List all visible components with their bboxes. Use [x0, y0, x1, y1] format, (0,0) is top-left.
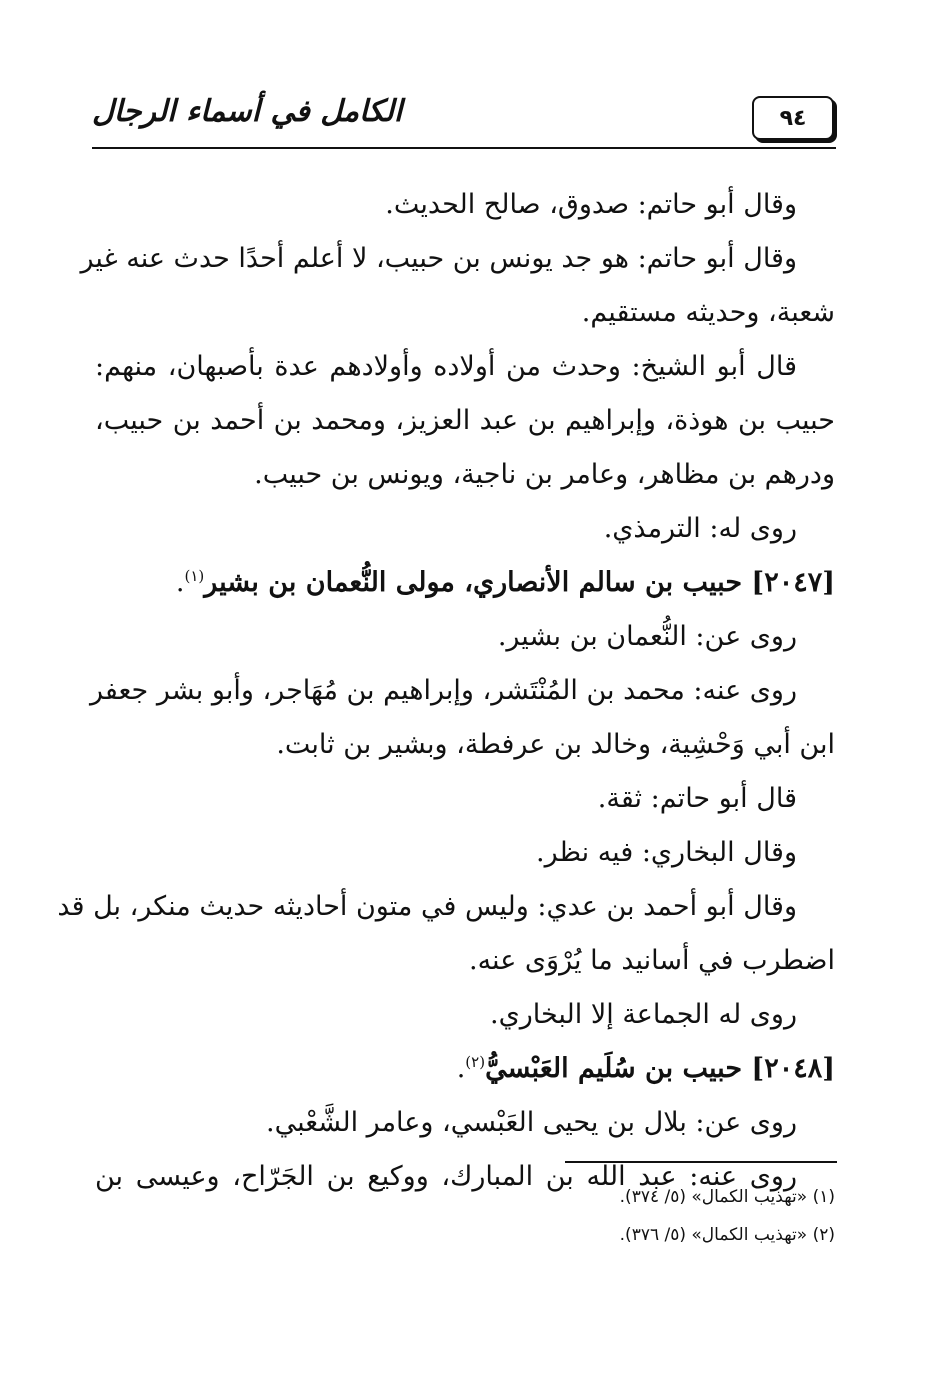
header-rule: [92, 147, 836, 149]
page-number: ٩٤: [752, 96, 834, 140]
text-line: روى عن: بلال بن يحيى العَبْسي، وعامر الشَّعْبي.: [266, 1107, 797, 1138]
entry-heading-2047: [95, 556, 835, 610]
text-line: روى عنه: عبد الله بن المبارك، ووكيع بن الجَرّاح، وعيسى بن: [95, 1161, 797, 1192]
text-line: وقال البخاري: فيه نظر.: [535, 837, 797, 868]
text-line: قال أبو الشيخ: وحدث من أولاده وأولادهم عدة بأصبهان، منهم:: [95, 351, 797, 382]
main-text: [57, 178, 835, 1204]
text-line: اضطرب في أسانيد ما يُرْوَى عنه.: [469, 945, 835, 976]
text-line: وقال أبو حاتم: صدوق، صالح الحديث.: [385, 189, 797, 220]
footnote-1: (١) «تهذيب الكمال» (٥/ ٣٧٤).: [619, 1187, 835, 1207]
footnote-ref[interactable]: (٢): [465, 1053, 486, 1071]
text-line: ابن أبي وَحْشِية، وخالد بن عرفطة، وبشير بن ثابت.: [276, 729, 835, 760]
footnote-ref[interactable]: (١): [184, 567, 205, 585]
text-line: وقال أبو حاتم: هو جد يونس بن حبيب، لا أعلم أحدًا حدث عنه غير: [80, 243, 797, 274]
footnote-separator: [565, 1161, 837, 1163]
entry-heading-2048: [95, 1042, 835, 1096]
text-line: ودرهم بن مظاهر، وعامر بن ناجية، ويونس بن حبيب.: [254, 459, 835, 490]
text-line: روى عنه: محمد بن المُنْتَشر، وإبراهيم بن مُهَاجر، وأبو بشر جعفر: [89, 675, 797, 706]
footnote-2: (٢) «تهذيب الكمال» (٥/ ٣٧٦).: [619, 1225, 835, 1245]
entry-end: .: [175, 567, 185, 598]
book-title: الكامل في أسماء الرجال: [92, 94, 403, 129]
entry-title: [٢٠٤٨] حبيب بن سُلَيم العَبْسيُّ: [485, 1053, 835, 1084]
text-line: روى له: الترمذي.: [603, 513, 797, 544]
text-line: قال أبو حاتم: ثقة.: [597, 783, 797, 814]
text-line: روى له الجماعة إلا البخاري.: [489, 999, 797, 1030]
text-line: شعبة، وحديثه مستقيم.: [581, 297, 835, 328]
page-header: [92, 92, 836, 150]
entry-title: [٢٠٤٧] حبيب بن سالم الأنصاري، مولى النُّعمان بن بشير: [204, 567, 835, 598]
entry-end: .: [456, 1053, 466, 1084]
footnotes: [95, 1178, 835, 1254]
text-line: وقال أبو أحمد بن عدي: وليس في متون أحاديثه حديث منكر، بل قد: [57, 891, 797, 922]
text-line: روى عن: النُّعمان بن بشير.: [497, 621, 797, 652]
text-line: حبيب بن هوذة، وإبراهيم بن عبد العزيز، ومحمد بن أحمد بن حبيب،: [95, 405, 835, 436]
